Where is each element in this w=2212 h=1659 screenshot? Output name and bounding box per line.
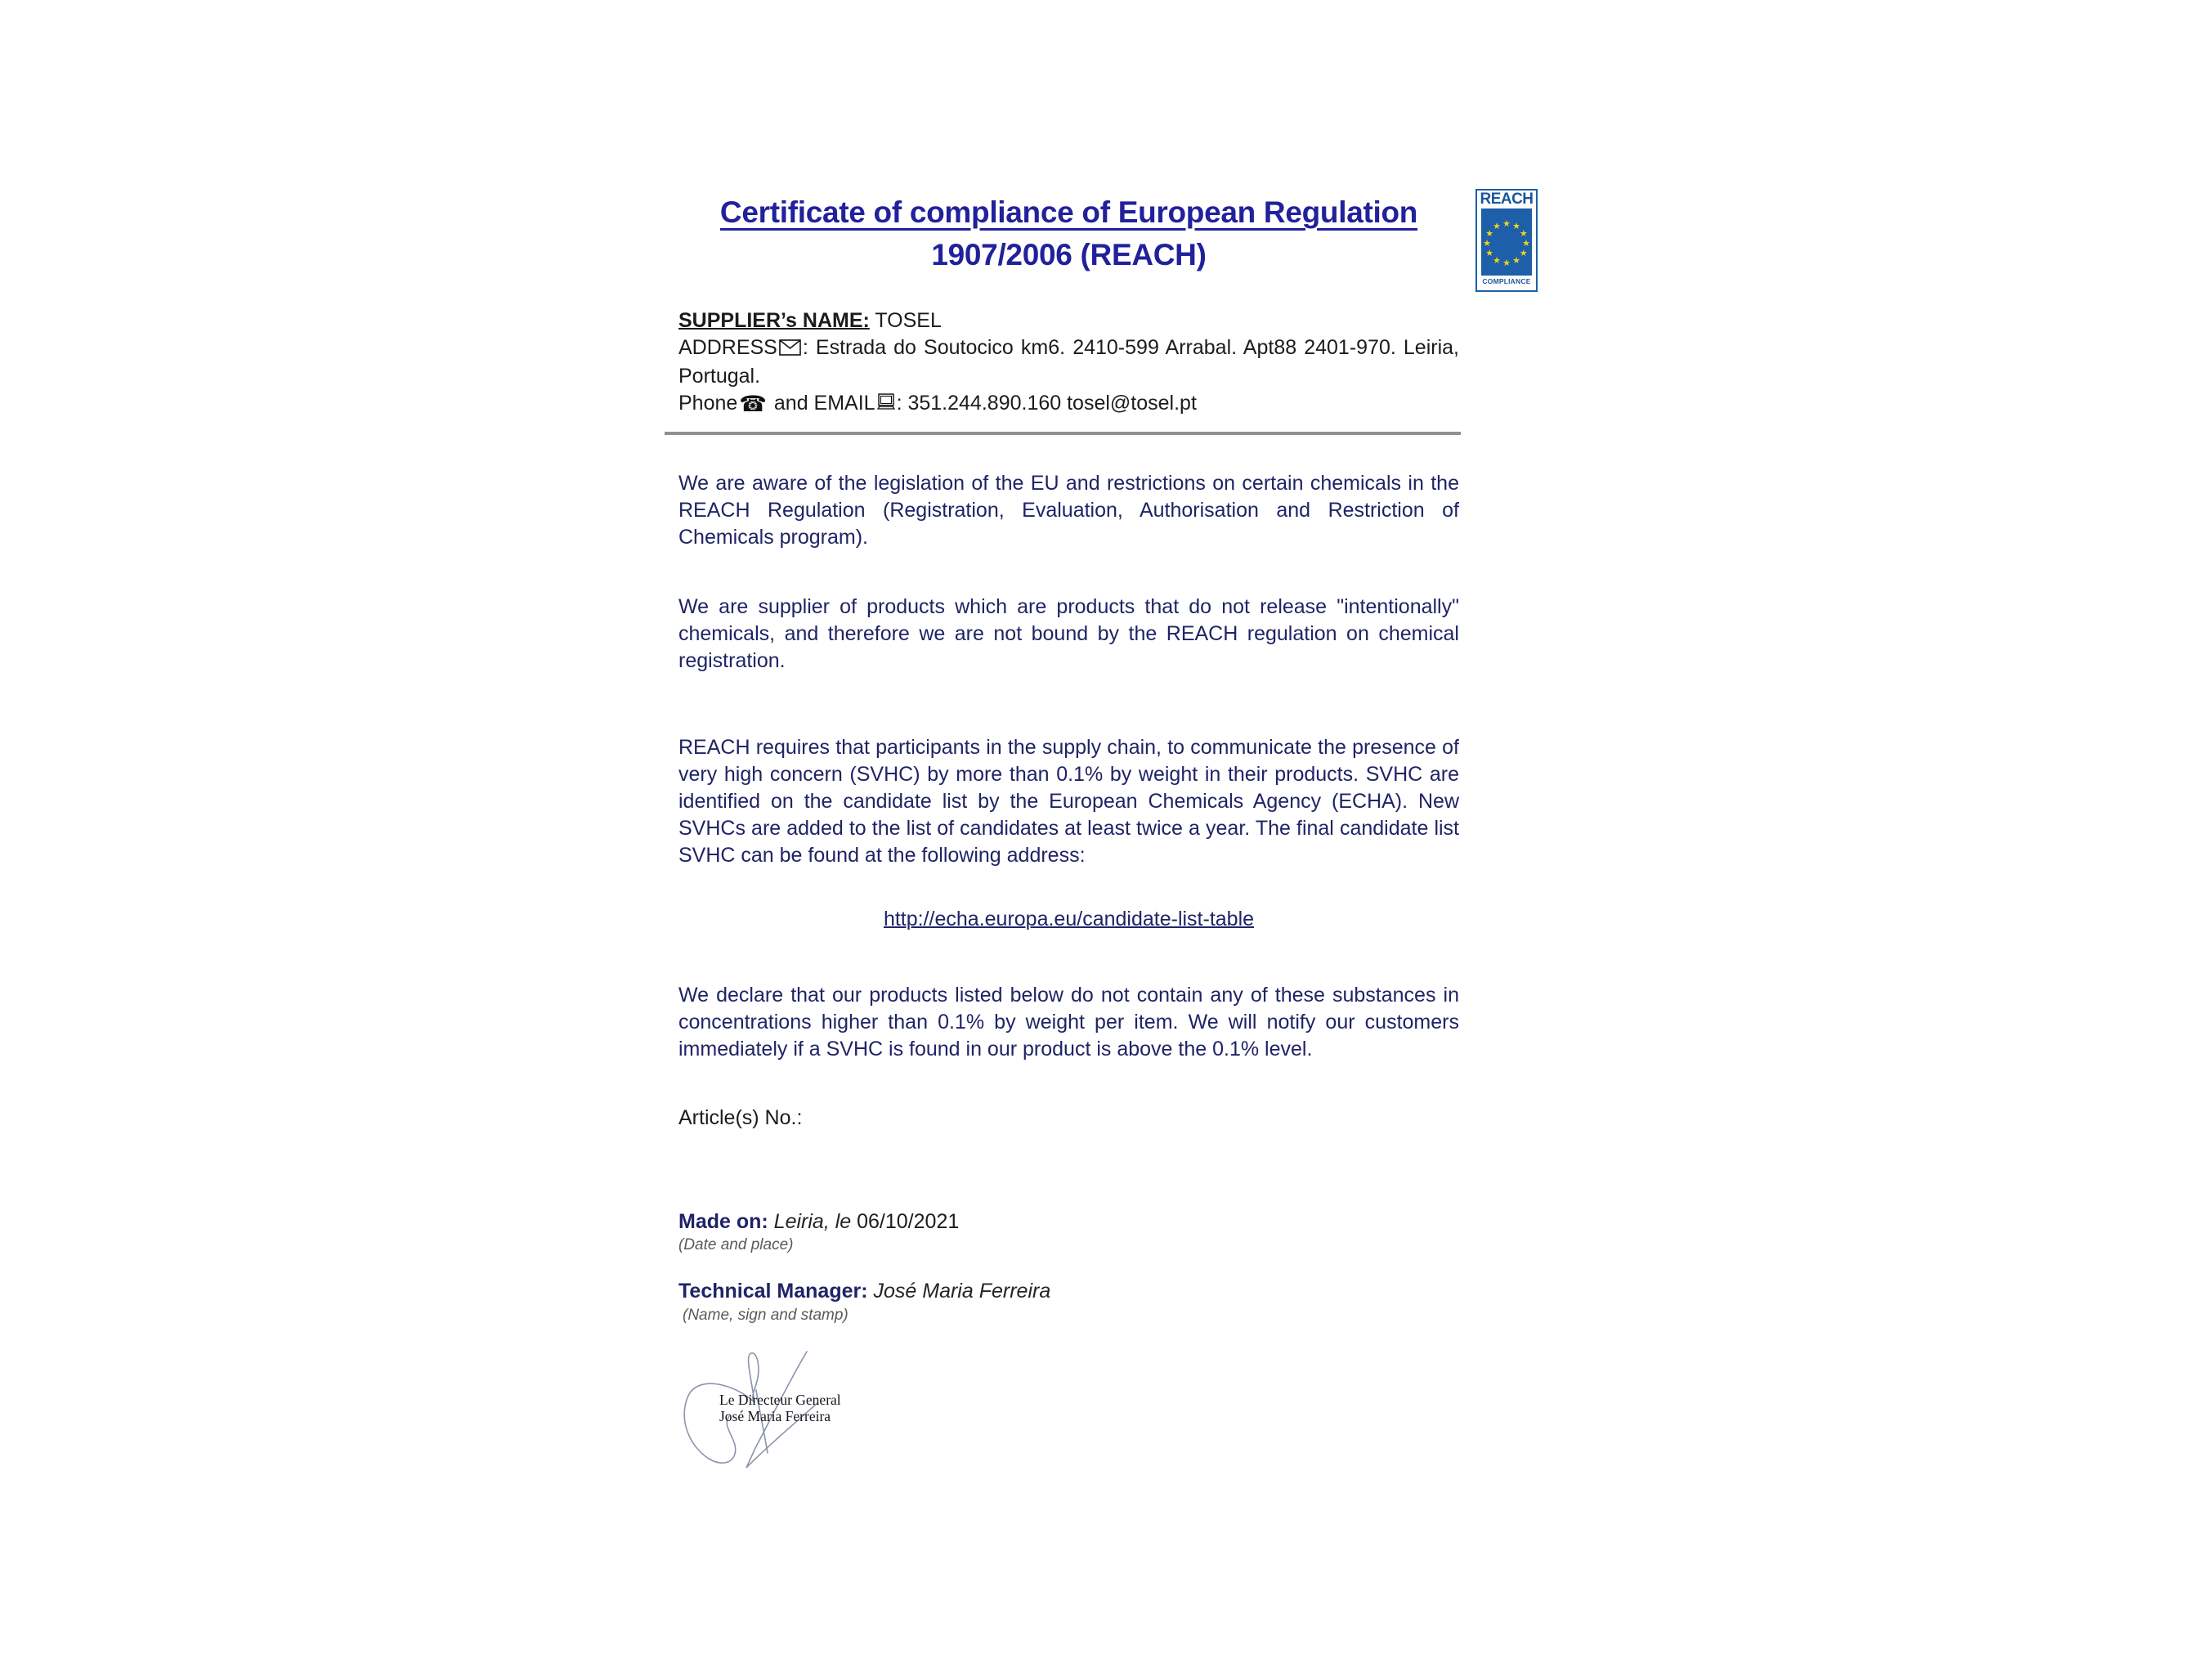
svg-text:★: ★	[1522, 238, 1530, 249]
date-place-caption: (Date and place)	[678, 1236, 794, 1253]
signature-title: Le Directeur General	[719, 1392, 841, 1408]
made-on-place: Leiria, le	[773, 1210, 852, 1233]
name-sign-stamp-caption: (Name, sign and stamp)	[683, 1307, 849, 1324]
supplier-name-label: SUPPLIER’s NAME:	[678, 309, 870, 332]
made-on-line	[678, 1208, 1459, 1235]
supplier-contact-line	[678, 390, 1459, 419]
reach-compliance-logo	[1475, 189, 1538, 292]
candidate-list-link[interactable]: http://echa.europa.eu/candidate-list-table	[883, 908, 1255, 930]
horizontal-divider	[665, 432, 1461, 435]
address-value: : Estrada do Soutocico km6. 2410-599 Arrabal. Apt88 2401-970. Leiria, Portugal.	[678, 336, 1459, 388]
svg-text:★: ★	[1519, 228, 1528, 239]
paragraph-declaration: We declare that our products listed below do not contain any of these substances in concentrations higher than 0.1% by weight per item. We will notify our customers immediately if a SVHC is found in our product is above the 0.1% level.	[678, 984, 1459, 1060]
signature-block	[683, 1345, 841, 1480]
svg-text:★: ★	[1502, 218, 1511, 229]
contact-value: : 351.244.890.160 tosel@tosel.pt	[896, 392, 1197, 415]
supplier-name-value: TOSEL	[875, 309, 942, 332]
paragraph-supplier-statement: We are supplier of products which are products that do not release "intentionally" chemicals, and therefore we are not bound by the REACH regulation on chemical registration.	[678, 595, 1459, 672]
title-line-1: Certificate of compliance of European Regulation	[719, 195, 1418, 229]
signature-typed-text	[719, 1392, 841, 1424]
svg-text:★: ★	[1519, 248, 1528, 258]
svg-text:★: ★	[1512, 254, 1520, 266]
made-on-label: Made on:	[678, 1210, 768, 1233]
page-title	[678, 191, 1459, 276]
envelope-icon	[779, 336, 801, 363]
and-email-label: and EMAIL	[773, 392, 875, 415]
technical-manager-label: Technical Manager:	[678, 1280, 868, 1303]
reach-logo-title: REACH	[1480, 191, 1534, 208]
svg-text:★: ★	[1485, 228, 1494, 239]
articles-no-label: Article(s) No.:	[678, 1106, 803, 1129]
svg-text:★: ★	[1512, 221, 1520, 232]
signature-name: José Maria Ferreira	[719, 1408, 831, 1424]
title-line-2: 1907/2006 (REACH)	[931, 238, 1207, 271]
svg-text:★: ★	[1483, 238, 1491, 249]
candidate-list-link-line	[678, 908, 1459, 931]
supplier-block	[678, 307, 1459, 419]
made-on-date: 06/10/2021	[857, 1210, 960, 1233]
paragraph-awareness: We are aware of the legislation of the EU and restrictions on certain chemicals in the REACH Regulation (Registration, Evaluation, Authorisation and Restriction of Chemicals program).	[678, 472, 1459, 549]
reach-logo-compliance-text: COMPLIANCE	[1482, 277, 1531, 285]
svg-text:★: ★	[1485, 248, 1494, 258]
supplier-address-line	[678, 334, 1459, 390]
phone-icon: ☎	[739, 392, 767, 416]
technical-manager-line	[678, 1278, 1459, 1305]
address-label: ADDRESS	[678, 336, 777, 359]
eu-stars-icon	[1481, 208, 1532, 276]
svg-text:★: ★	[1493, 221, 1501, 232]
computer-icon	[877, 392, 895, 419]
technical-manager-name: José Maria Ferreira	[873, 1280, 1051, 1303]
supplier-name-line	[678, 307, 1459, 334]
svg-text:★: ★	[1502, 258, 1511, 268]
phone-label: Phone	[678, 392, 738, 415]
paragraph-svhc: REACH requires that participants in the supply chain, to communicate the presence of very high concern (SVHC) by more than 0.1% by weight in their products. SVHC are identified on the candidate list by the European Chemicals Agency (ECHA). New SVHCs are added to the list of candidates at least twice a year. The final candidate list SVHC can be found at the following address:	[678, 736, 1459, 867]
svg-text:★: ★	[1493, 254, 1501, 266]
